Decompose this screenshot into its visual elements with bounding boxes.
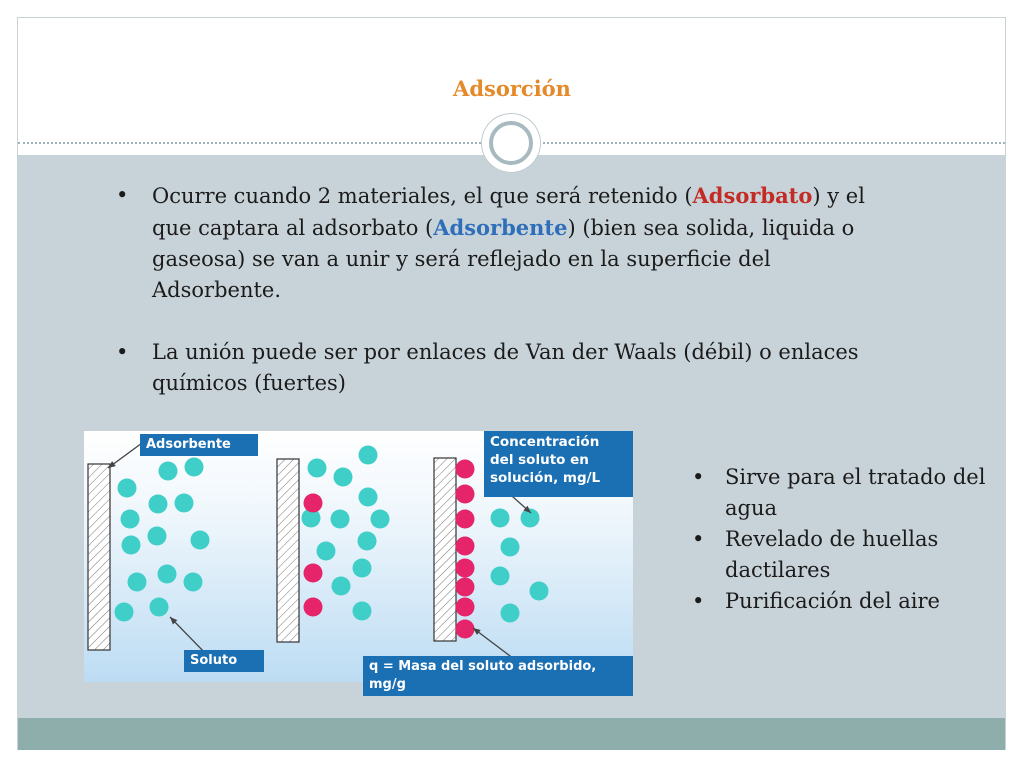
solute-particle-adsorbed xyxy=(456,485,475,504)
decorative-ring-icon xyxy=(482,114,540,172)
bullet-definition: • Ocurre cuando 2 materiales, el que será retenido (Adsorbato) y el que captara al adsorbato (Adsorbente) (bien sea solida, liquida o gaseosa) se van a unir y será reflejado en la superficie del Adsorbente. xyxy=(112,180,892,306)
solute-particle-adsorbed xyxy=(456,460,475,479)
solute-particle-free xyxy=(530,582,549,601)
solute-particle-free xyxy=(359,446,378,465)
solute-particle-adsorbed xyxy=(456,537,475,556)
solute-particle-free xyxy=(334,468,353,487)
solute-particle-adsorbed xyxy=(456,598,475,617)
solute-particle-free xyxy=(150,598,169,617)
solute-particle-adsorbed xyxy=(456,620,475,639)
solute-particle-free xyxy=(353,602,372,621)
term-adsorbente: Adsorbente xyxy=(433,215,568,240)
term-adsorbato: Adsorbato xyxy=(692,183,813,208)
adsorbent-plate xyxy=(277,459,299,642)
solute-particle-free xyxy=(501,538,520,557)
solute-particle-free xyxy=(115,603,134,622)
label-soluto: Soluto xyxy=(184,650,264,672)
bullet-union: • La unión puede ser por enlaces de Van der Waals (débil) o enlaces químicos (fuertes) xyxy=(112,337,892,399)
solute-particle-free xyxy=(491,567,510,586)
solute-particle-free xyxy=(128,573,147,592)
solute-particle-free xyxy=(353,559,372,578)
solute-particle-free xyxy=(118,479,137,498)
solute-particle-adsorbed xyxy=(304,494,323,513)
solute-particle-free xyxy=(184,573,203,592)
solute-particle-free xyxy=(122,536,141,555)
application-item: • Purificación del aire xyxy=(688,586,988,617)
solute-particle-free xyxy=(175,494,194,513)
pointer-arrow xyxy=(473,628,514,659)
solute-particle-free xyxy=(359,488,378,507)
solute-particle-adsorbed xyxy=(304,564,323,583)
footer-band xyxy=(18,718,1005,750)
label-concentracion: Concentración del soluto en solución, mg/L xyxy=(484,431,633,497)
label-q: q = Masa del soluto adsorbido, mg/g xyxy=(363,656,633,696)
application-item: • Revelado de huellas dactilares xyxy=(688,524,988,586)
solute-particle-free xyxy=(501,604,520,623)
adsorption-diagram xyxy=(84,431,633,692)
solute-particle-free xyxy=(332,577,351,596)
solute-particle-free xyxy=(185,458,204,477)
slide-title: Adsorción xyxy=(453,76,571,101)
label-adsorbente: Adsorbente xyxy=(140,434,258,456)
solute-particle-adsorbed xyxy=(456,559,475,578)
solute-particle-free xyxy=(149,495,168,514)
solute-particle-adsorbed xyxy=(456,578,475,597)
adsorbent-plate xyxy=(434,458,456,641)
solute-particle-free xyxy=(148,527,167,546)
solute-particle-free xyxy=(358,532,377,551)
adsorbent-plate xyxy=(88,464,110,650)
solute-particle-adsorbed xyxy=(456,510,475,529)
main-bullet-list xyxy=(112,180,892,430)
applications-list xyxy=(688,462,988,617)
solute-particle-free xyxy=(371,510,390,529)
solute-particle-free xyxy=(121,510,140,529)
solute-particle-free xyxy=(159,462,178,481)
solute-particle-free xyxy=(317,542,336,561)
solute-particle-adsorbed xyxy=(304,598,323,617)
solute-particle-free xyxy=(331,510,350,529)
solute-particle-free xyxy=(158,565,177,584)
solute-particle-free xyxy=(191,531,210,550)
solute-particle-free xyxy=(308,459,327,478)
solute-particle-free xyxy=(491,509,510,528)
application-item: • Sirve para el tratado del agua xyxy=(688,462,988,524)
